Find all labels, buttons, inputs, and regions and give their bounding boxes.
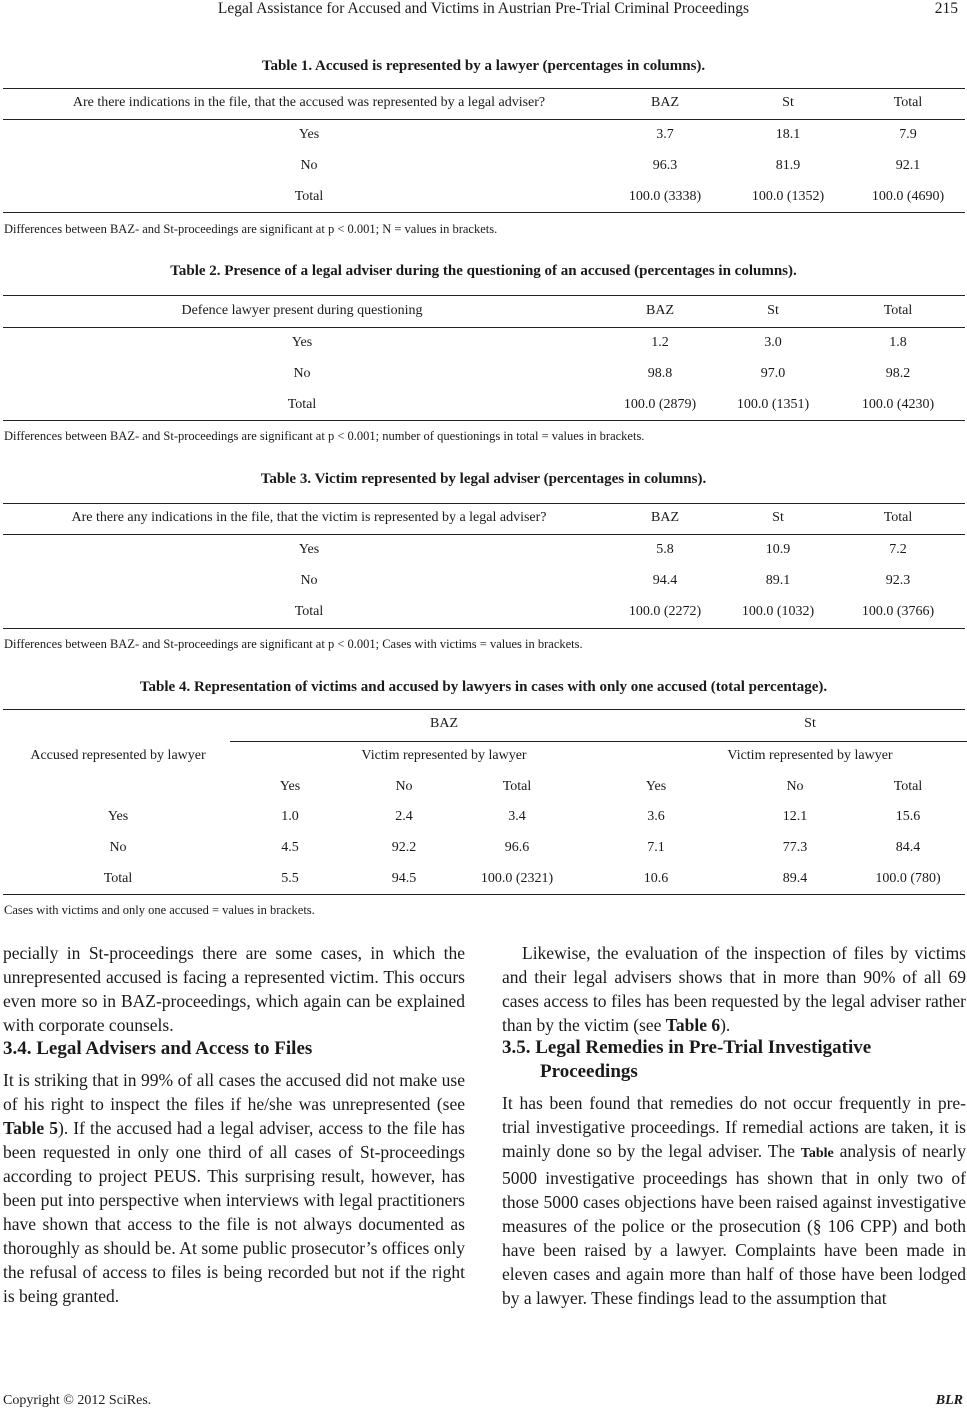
table-cell: 1.8 (889, 335, 907, 350)
table-row: Yes (107, 809, 129, 824)
table-4-subheader: No (395, 779, 413, 794)
table-4-bottom-rule (3, 894, 965, 895)
table-cell: 100.0 (2321) (480, 871, 554, 886)
table-cell: 4.5 (281, 840, 299, 855)
table-2-header-question: Defence lawyer present during questioning (181, 303, 423, 318)
table-2-header-total: Total (883, 303, 913, 318)
table-cell: 10.6 (643, 871, 669, 886)
table-row: No (109, 840, 127, 855)
table-cell: 100.0 (4230) (861, 397, 935, 412)
table-cell: 100.0 (2879) (623, 397, 697, 412)
table-cell: 7.9 (899, 127, 917, 142)
table-row: Yes (291, 335, 313, 350)
table-2-top-rule (3, 295, 965, 296)
running-head-title: Legal Assistance for Accused and Victims in Austrian Pre-Trial Criminal Proceedings (217, 0, 750, 17)
table-cell: 84.4 (895, 840, 921, 855)
table-4-group-st: St (804, 716, 816, 731)
table-1-header-st: St (782, 95, 794, 110)
table-row: Total (294, 189, 324, 204)
page-number: 215 (934, 0, 958, 17)
table-5-link[interactable]: Table 5 (3, 1118, 58, 1138)
table-cell: 100.0 (3766) (861, 604, 935, 619)
table-4-subheader: Yes (645, 779, 667, 794)
left-paragraph-2 (3, 1068, 465, 1308)
table-cell: 1.2 (651, 335, 669, 350)
table-3-header-rule (3, 534, 965, 535)
table-3-caption: Table 3. Victim represented by legal adviser (percentages in columns). (260, 471, 707, 487)
right-column-body (502, 1091, 966, 1310)
table-4-subheader: No (786, 779, 804, 794)
table-1-note: Differences between BAZ- and St-proceedings are significant at p < 0.001; N = values in brackets. (4, 222, 498, 236)
table-cell: 12.1 (782, 809, 808, 824)
table-2-header-rule (3, 327, 965, 328)
table-cell: 100.0 (1351) (736, 397, 810, 412)
table-cell: 100.0 (1032) (741, 604, 815, 619)
section-heading-3-4: 3.4. Legal Advisers and Access to Files (3, 1038, 313, 1059)
table-cell: 7.1 (647, 840, 665, 855)
left-column-body (3, 1068, 465, 1308)
table-1-header-baz: BAZ (651, 95, 679, 110)
right-paragraph-2 (502, 1091, 966, 1310)
table-cell: 1.0 (281, 809, 299, 824)
table-cell: 100.0 (780) (875, 871, 941, 886)
table-cell: 3.4 (508, 809, 526, 824)
running-head (0, 0, 967, 22)
table-cell: 92.2 (391, 840, 417, 855)
table-cell: 92.3 (885, 573, 911, 588)
table-cell: 98.8 (647, 366, 673, 381)
right-paragraph-2-text-a: It has been found that remedies do not occur frequently in pre-trial investigative proceedings. If remedial actions are taken, it is mainly done so by the legal adviser. The (502, 1093, 966, 1161)
table-row: No (300, 158, 318, 173)
table-2-caption: Table 2. Presence of a legal adviser during the questioning of an accused (percentages in columns). (170, 263, 797, 279)
table-cell: 89.1 (765, 573, 791, 588)
journal-abbreviation: BLR (935, 1393, 963, 1408)
table-cell: 94.4 (652, 573, 678, 588)
table-4-victim-header-st: Victim represented by lawyer (727, 748, 893, 763)
table-cell: 97.0 (760, 366, 786, 381)
table-4-subheader: Total (893, 779, 923, 794)
table-row: Yes (298, 542, 320, 557)
table-cell: 96.3 (652, 158, 678, 173)
table-2-header-baz: BAZ (646, 303, 674, 318)
table-row: No (300, 573, 318, 588)
table-cell: 5.5 (281, 871, 299, 886)
right-paragraph-1 (502, 941, 966, 1037)
table-cell: 18.1 (775, 127, 801, 142)
table-4-top-rule (3, 709, 965, 710)
copyright-footer: Copyright © 2012 SciRes. (3, 1393, 152, 1408)
table-ref-link[interactable]: Table (800, 1146, 834, 1161)
table-cell: 98.2 (885, 366, 911, 381)
table-3-note: Differences between BAZ- and St-proceedings are significant at p < 0.001; Cases with victims = values in brackets. (4, 637, 583, 651)
table-cell: 81.9 (775, 158, 801, 173)
table-cell: 7.2 (889, 542, 907, 557)
table-cell: 100.0 (3338) (628, 189, 702, 204)
left-column (3, 941, 465, 1037)
table-cell: 100.0 (4690) (871, 189, 945, 204)
table-cell: 3.0 (764, 335, 782, 350)
table-2-bottom-rule (3, 420, 965, 421)
table-3-bottom-rule (3, 628, 965, 629)
table-4-note: Cases with victims and only one accused = values in brackets. (4, 903, 315, 917)
table-4-caption: Table 4. Representation of victims and accused by lawyers in cases with only one accused (total percentage). (139, 679, 828, 695)
table-1-header-rule (3, 119, 965, 120)
table-4-subheader: Yes (279, 779, 301, 794)
table-row: Yes (298, 127, 320, 142)
left-paragraph-2-text-a: It is striking that in 99% of all cases the accused did not make use of his right to inspect the files if he/she was unrepresented (see (3, 1070, 465, 1114)
table-cell: 15.6 (895, 809, 921, 824)
table-1-caption: Table 1. Accused is represented by a lawyer (percentages in columns). (261, 58, 706, 74)
table-6-link[interactable]: Table 6 (665, 1015, 721, 1035)
table-1-bottom-rule (3, 212, 965, 213)
table-3-header-st: St (772, 510, 784, 525)
table-4-group-rule (230, 741, 967, 742)
table-cell: 5.8 (656, 542, 674, 557)
table-cell: 2.4 (395, 809, 413, 824)
section-heading-3-5 (502, 1036, 966, 1084)
table-3-header-total: Total (883, 510, 913, 525)
table-3-top-rule (3, 503, 965, 504)
table-cell: 3.6 (647, 809, 665, 824)
table-1-top-rule (3, 88, 965, 89)
table-cell: 92.1 (895, 158, 921, 173)
table-4-subheader: Total (502, 779, 532, 794)
table-cell: 94.5 (391, 871, 417, 886)
table-cell: 100.0 (2272) (628, 604, 702, 619)
table-row: Total (294, 604, 324, 619)
left-paragraph-2-text-b: ). If the accused had a legal adviser, access to the file has been requested in only one third of all cases of St-proceedings according to project PEUS. This surprising result, however, has been put into perspective when interviews with legal practitioners have shown that access to the file is not always documented as thoroughly as should be. At some public prosecutor’s offices only the refusal of access to files is being recorded but not if the right is being granted. (3, 1118, 465, 1306)
left-paragraph-1: pecially in St-proceedings there are some cases, in which the unrepresented accused is facing a represented victim. This occurs even more so in BAZ-proceedings, which again can be explained with corporate counsels. (3, 943, 465, 1035)
table-3-header-question: Are there any indications in the file, that the victim is represented by a legal adviser? (71, 510, 547, 525)
right-paragraph-1-text-b: ). (720, 1015, 731, 1035)
table-1-header-question: Are there indications in the file, that the accused was represented by a legal adviser? (72, 95, 546, 110)
table-cell: 89.4 (782, 871, 808, 886)
table-4-victim-header-baz: Victim represented by lawyer (361, 748, 527, 763)
table-cell: 77.3 (782, 840, 808, 855)
table-2-header-st: St (767, 303, 779, 318)
table-cell: 100.0 (1352) (751, 189, 825, 204)
table-3-header-baz: BAZ (651, 510, 679, 525)
table-4-row-header: Accused represented by lawyer (30, 748, 206, 763)
table-cell: 3.7 (656, 127, 674, 142)
table-1-header-total: Total (893, 95, 923, 110)
table-row: Total (287, 397, 317, 412)
table-row: Total (103, 871, 133, 886)
table-row: No (293, 366, 311, 381)
table-4-group-baz: BAZ (430, 716, 458, 731)
table-cell: 10.9 (765, 542, 791, 557)
table-cell: 96.6 (504, 840, 530, 855)
section-heading-3-5-line-1: 3.5. Legal Remedies in Pre-Trial Investigative (502, 1037, 872, 1058)
right-column (502, 941, 966, 1037)
section-heading-3-5-line-2: Proceedings (540, 1061, 638, 1082)
table-2-note: Differences between BAZ- and St-proceedings are significant at p < 0.001; number of questionings in total = values in brackets. (4, 429, 645, 443)
right-paragraph-1-text-a: Likewise, the evaluation of the inspection of files by victims and their legal advisers shows that in more than 90% of all 69 cases access to files has been requested by the legal adviser rather than by the victim (see (502, 943, 966, 1035)
right-paragraph-2-text-b: analysis of nearly 5000 investigative proceedings has shown that in only two of those 5000 cases objections have been raised against investigative measures of the police or the prosecution (§ 106 CPP) and both have been raised by a lawyer. Complaints have been made in eleven cases and again more than half of those have been lodged by a lawyer. These findings lead to the assumption that (502, 1141, 966, 1308)
